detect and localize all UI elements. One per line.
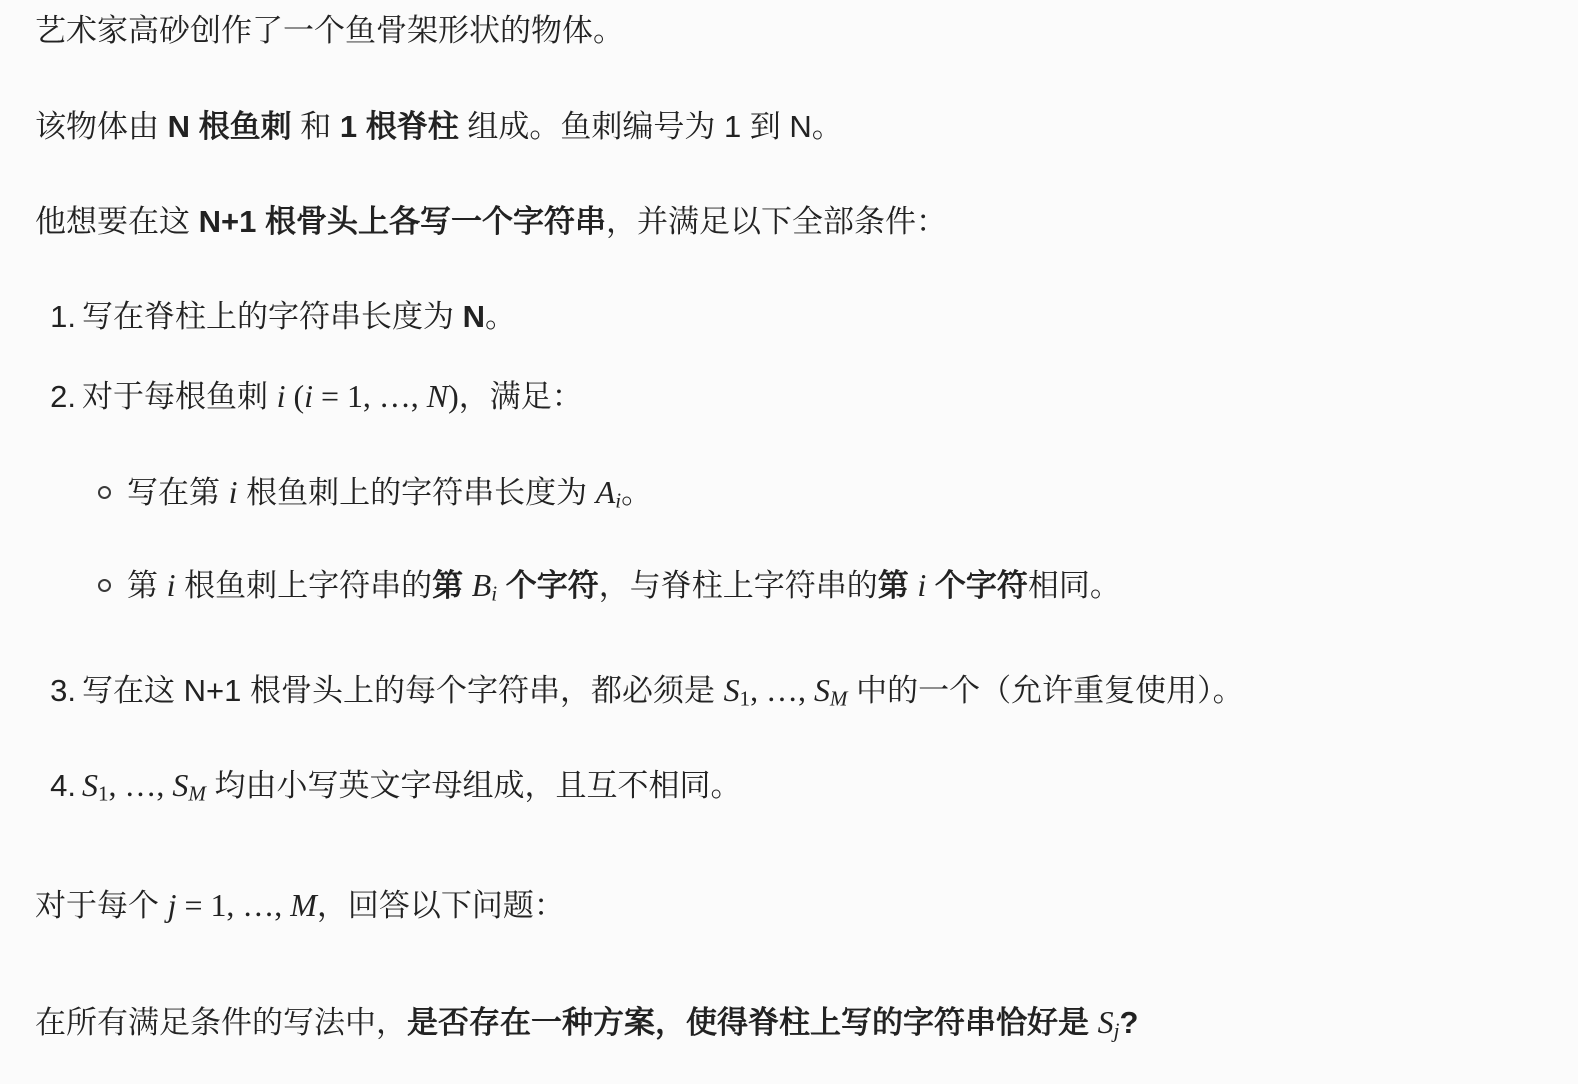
condition-4-text: $S_1$, …, $S_M$ 均由小写英文字母组成，且互不相同。	[82, 768, 742, 806]
condition-3-number: 3.	[50, 673, 76, 708]
condition-2b-bullet	[0, 563, 111, 608]
question-intro-paragraph	[0, 883, 1578, 928]
condition-4-number: 4.	[50, 768, 76, 803]
condition-2b	[0, 563, 1578, 608]
circle-bullet-icon	[98, 486, 111, 499]
goal-paragraph	[0, 199, 1578, 244]
object-composition-paragraph	[0, 104, 1578, 149]
question-paragraph	[0, 1000, 1578, 1045]
condition-1-text: 写在脊柱上的字符串长度为 N。	[82, 299, 517, 334]
condition-2	[0, 374, 1578, 419]
goal-paragraph-text: 他想要在这 N+1 根骨头上各写一个字符串，并满足以下全部条件：	[35, 204, 947, 239]
condition-1	[0, 294, 1578, 339]
question-paragraph-text: 在所有满足条件的写法中，是否存在一种方案，使得脊柱上写的字符串恰好是 $S_j$?	[35, 1005, 1139, 1043]
condition-2a	[0, 470, 1578, 515]
condition-4	[0, 763, 1578, 808]
circle-bullet-icon	[98, 579, 111, 592]
condition-3	[0, 668, 1578, 713]
problem-statement	[0, 8, 1578, 1045]
condition-2b-text: 第 i 根鱼刺上字符串的第 $B_i$ 个字符，与脊柱上字符串的第 i 个字符相同。	[127, 568, 1121, 606]
object-composition-paragraph-text: 该物体由 N 根鱼刺 和 1 根脊柱 组成。鱼刺编号为 1 到 N。	[35, 109, 843, 144]
condition-2-number: 2.	[50, 379, 76, 414]
condition-1-number: 1.	[50, 299, 76, 334]
condition-2a-text: 写在第 i 根鱼刺上的字符串长度为 $A_i$。	[127, 475, 653, 513]
condition-3-text: 写在这 N+1 根骨头上的每个字符串，都必须是 $S_1$, …, $S_M$ 中的一个（允许重复使用）。	[82, 673, 1244, 711]
condition-2-text: 对于每根鱼刺 i (i = 1, …, N)，满足：	[82, 379, 583, 414]
intro-paragraph-text: 艺术家高砂创作了一个鱼骨架形状的物体。	[35, 13, 624, 48]
intro-paragraph	[0, 8, 1578, 53]
question-intro-paragraph-text: 对于每个 j = 1, …, M，回答以下问题：	[35, 888, 565, 923]
condition-2a-bullet	[0, 470, 111, 515]
